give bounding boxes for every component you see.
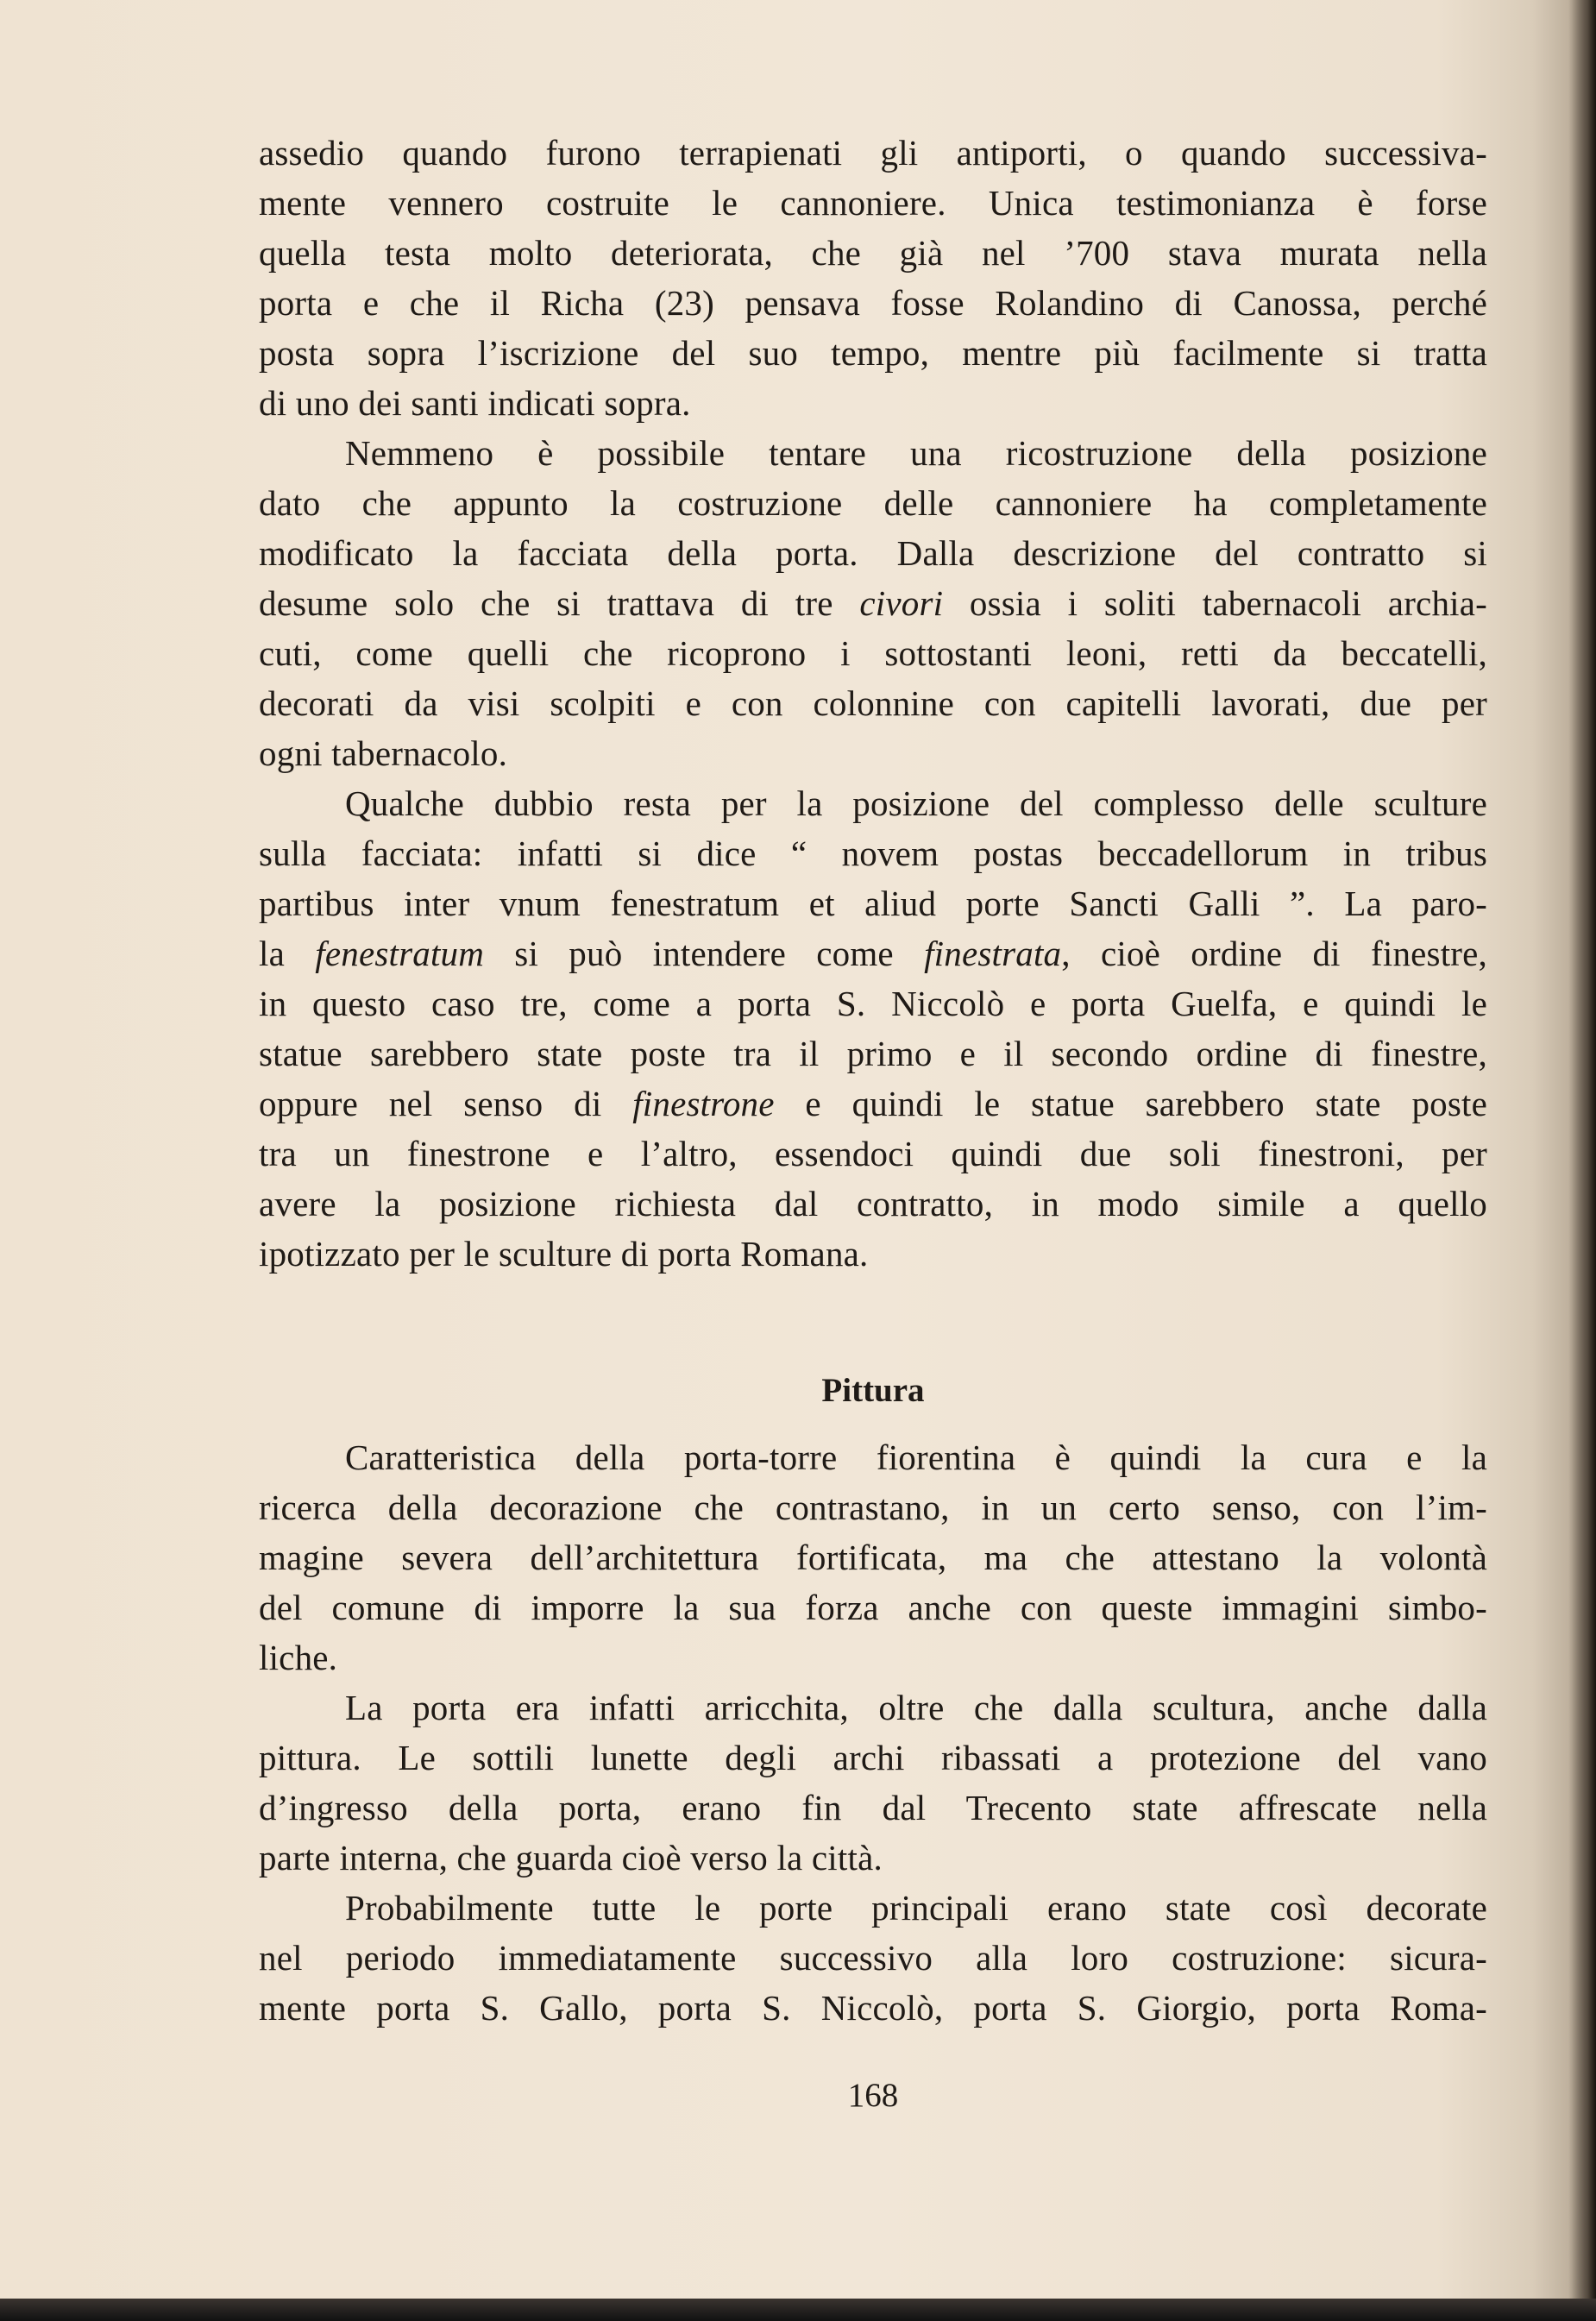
text-line: magine severa dell’architettura fortificata, ma che attestano la volontà (259, 1538, 1487, 1577)
italic-term-fenestratum: fenestratum (315, 934, 485, 973)
text-line: Probabilmente tutte le porte principali erano state così decorate (345, 1888, 1487, 1928)
text-line: di uno dei santi indicati sopra. (259, 383, 691, 423)
text-line-mixed (259, 928, 1487, 978)
text-line: decorati da visi scolpiti e con colonnine con capitelli lavorati, due per (259, 683, 1487, 723)
text-line: del comune di imporre la sua forza anche con queste immagini simbo- (259, 1588, 1487, 1627)
text-line: parte interna, che guarda cioè verso la città. (259, 1838, 883, 1878)
text-segment: desume solo che si trattava di tre (259, 583, 860, 623)
text-line: quella testa molto deteriorata, che già nel ’700 stava murata nella (259, 233, 1487, 273)
text-line: ipotizzato per le sculture di porta Romana. (259, 1234, 869, 1274)
italic-term-finestrone: finestrone (632, 1084, 775, 1123)
text-segment: ossia i soliti tabernacoli archia- (943, 583, 1487, 623)
text-line: posta sopra l’iscrizione del suo tempo, mentre più facilmente si tratta (259, 333, 1487, 373)
text-line-mixed (259, 578, 1487, 628)
text-line: dato che appunto la costruzione delle cannoniere ha completamente (259, 483, 1487, 523)
text-line: avere la posizione richiesta dal contratto, in modo simile a quello (259, 1184, 1487, 1223)
text-line: pittura. Le sottili lunette degli archi ribassati a protezione del vano (259, 1738, 1487, 1777)
text-line: tra un finestrone e l’altro, essendoci quindi due soli finestroni, per (259, 1134, 1487, 1173)
text-line: in questo caso tre, come a porta S. Niccolò e porta Guelfa, e quindi le (259, 984, 1487, 1023)
text-segment: si può intendere come (484, 934, 925, 973)
text-segment: , cioè ordine di finestre, (1061, 934, 1488, 973)
page-number: 168 (847, 2077, 899, 2114)
text-line-mixed (259, 1079, 1487, 1129)
body-text-bottom (259, 1432, 1487, 2033)
italic-term-civori: civori (859, 583, 944, 623)
text-line: assedio quando furono terrapienati gli antiporti, o quando successiva- (259, 133, 1487, 173)
text-line: statue sarebbero state poste tra il primo e il secondo ordine di finestre, (259, 1034, 1487, 1073)
book-gutter-shadow (1568, 0, 1596, 2321)
text-line: porta e che il Richa (23) pensava fosse Rolandino di Canossa, perché (259, 283, 1487, 323)
text-line: sulla facciata: infatti si dice “ novem postas beccadellorum in tribus (259, 833, 1487, 873)
text-line: ogni tabernacolo. (259, 733, 508, 773)
text-line: liche. (259, 1638, 338, 1677)
page-bottom-edge (0, 2299, 1596, 2321)
text-line: modificato la facciata della porta. Dalla descrizione del contratto si (259, 533, 1487, 573)
section-heading: Pittura (821, 1372, 925, 1409)
text-line: nel periodo immediatamente successivo alla loro costruzione: sicura- (259, 1938, 1487, 1978)
text-line: Caratteristica della porta-torre fiorentina è quindi la cura e la (345, 1437, 1487, 1477)
text-line: La porta era infatti arricchita, oltre che dalla scultura, anche dalla (345, 1688, 1487, 1727)
text-line: partibus inter vnum fenestratum et aliud porte Sancti Galli ”. La paro- (259, 884, 1487, 923)
italic-term-finestrata: finestrata (924, 934, 1062, 973)
text-line: cuti, come quelli che ricoprono i sottostanti leoni, retti da beccatelli, (259, 633, 1487, 673)
text-line: Qualche dubbio resta per la posizione del complesso delle sculture (345, 783, 1487, 823)
body-text-top (259, 128, 1487, 1279)
text-line: Nemmeno è possibile tentare una ricostruzione della posizione (345, 433, 1487, 473)
text-segment: e quindi le statue sarebbero state poste (774, 1084, 1487, 1123)
text-line: d’ingresso della porta, erano fin dal Trecento state affrescate nella (259, 1788, 1487, 1827)
text-line: ricerca della decorazione che contrastano, in un certo senso, con l’im- (259, 1488, 1487, 1527)
text-segment: oppure nel senso di (259, 1084, 633, 1123)
text-line: mente porta S. Gallo, porta S. Niccolò, porta S. Giorgio, porta Roma- (259, 1988, 1487, 2028)
text-segment: la (259, 934, 316, 973)
text-line: mente vennero costruite le cannoniere. Unica testimonianza è forse (259, 183, 1487, 223)
